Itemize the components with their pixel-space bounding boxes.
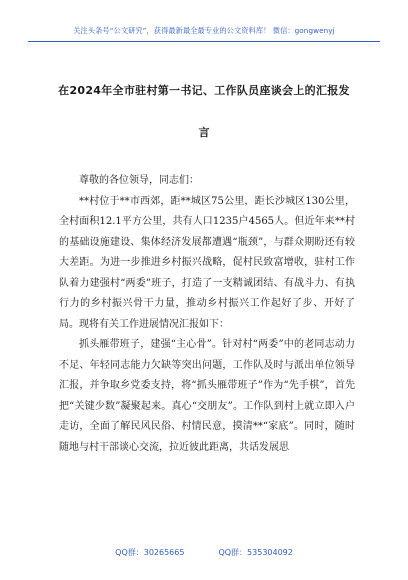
- header-banner: 关注头条号“公文研究”，获得最新最全最专业的公文资料库！ 微信：gongwenyj: [73, 26, 335, 35]
- salutation-paragraph: 尊敬的各位领导，同志们：: [79, 175, 199, 186]
- footer-qq-group-2: QQ群：535304092: [218, 548, 293, 557]
- document-title: 在2024年全市驻村第一书记、工作队员座谈会上的汇报发: [58, 84, 350, 97]
- footer-qq-group-1: QQ群：30265665: [115, 548, 185, 557]
- intro-paragraph: **村位于**市西郊，距**城区75公里，距长沙城区130公里，全村面积12.1平方公里，共有人口1235户4565人。但近年来**村的基础设施建设、集体经济发展都遭遇“瓶颈”，与群众期盼还有较大差距。为进一步推进乡村振兴战略，促村民致富增收，驻村工作队着力建强村“两委”班子，打造了一支精诚团结、有战斗力、有执行力的乡村振兴骨干力量，推动乡村振兴工作起好了步、开好了局。现将有关工作进展情况汇报如下：: [59, 195, 355, 330]
- footer-banner: [0, 547, 408, 558]
- header-divider: [28, 41, 380, 42]
- document-body: [59, 171, 355, 458]
- document-title-continued: 言: [198, 126, 210, 139]
- section-paragraph: 抓头雁带班子，建强“主心骨”。针对村“两委”中的老同志动力不足、年轻同志能力欠缺等突出问题，工作队及时与派出单位领导汇报，并争取乡党委支持，将“抓头雁带班子”作为“先手棋”，首先把“关键少数”凝聚起来。真心“交朋友”。工作队到村上就立即入户走访，全面了解民风民俗、村情民意，摸清**“家底”。同时，随时随地与村干部谈心交流，拉近彼此距离，共话发展思: [59, 339, 355, 453]
